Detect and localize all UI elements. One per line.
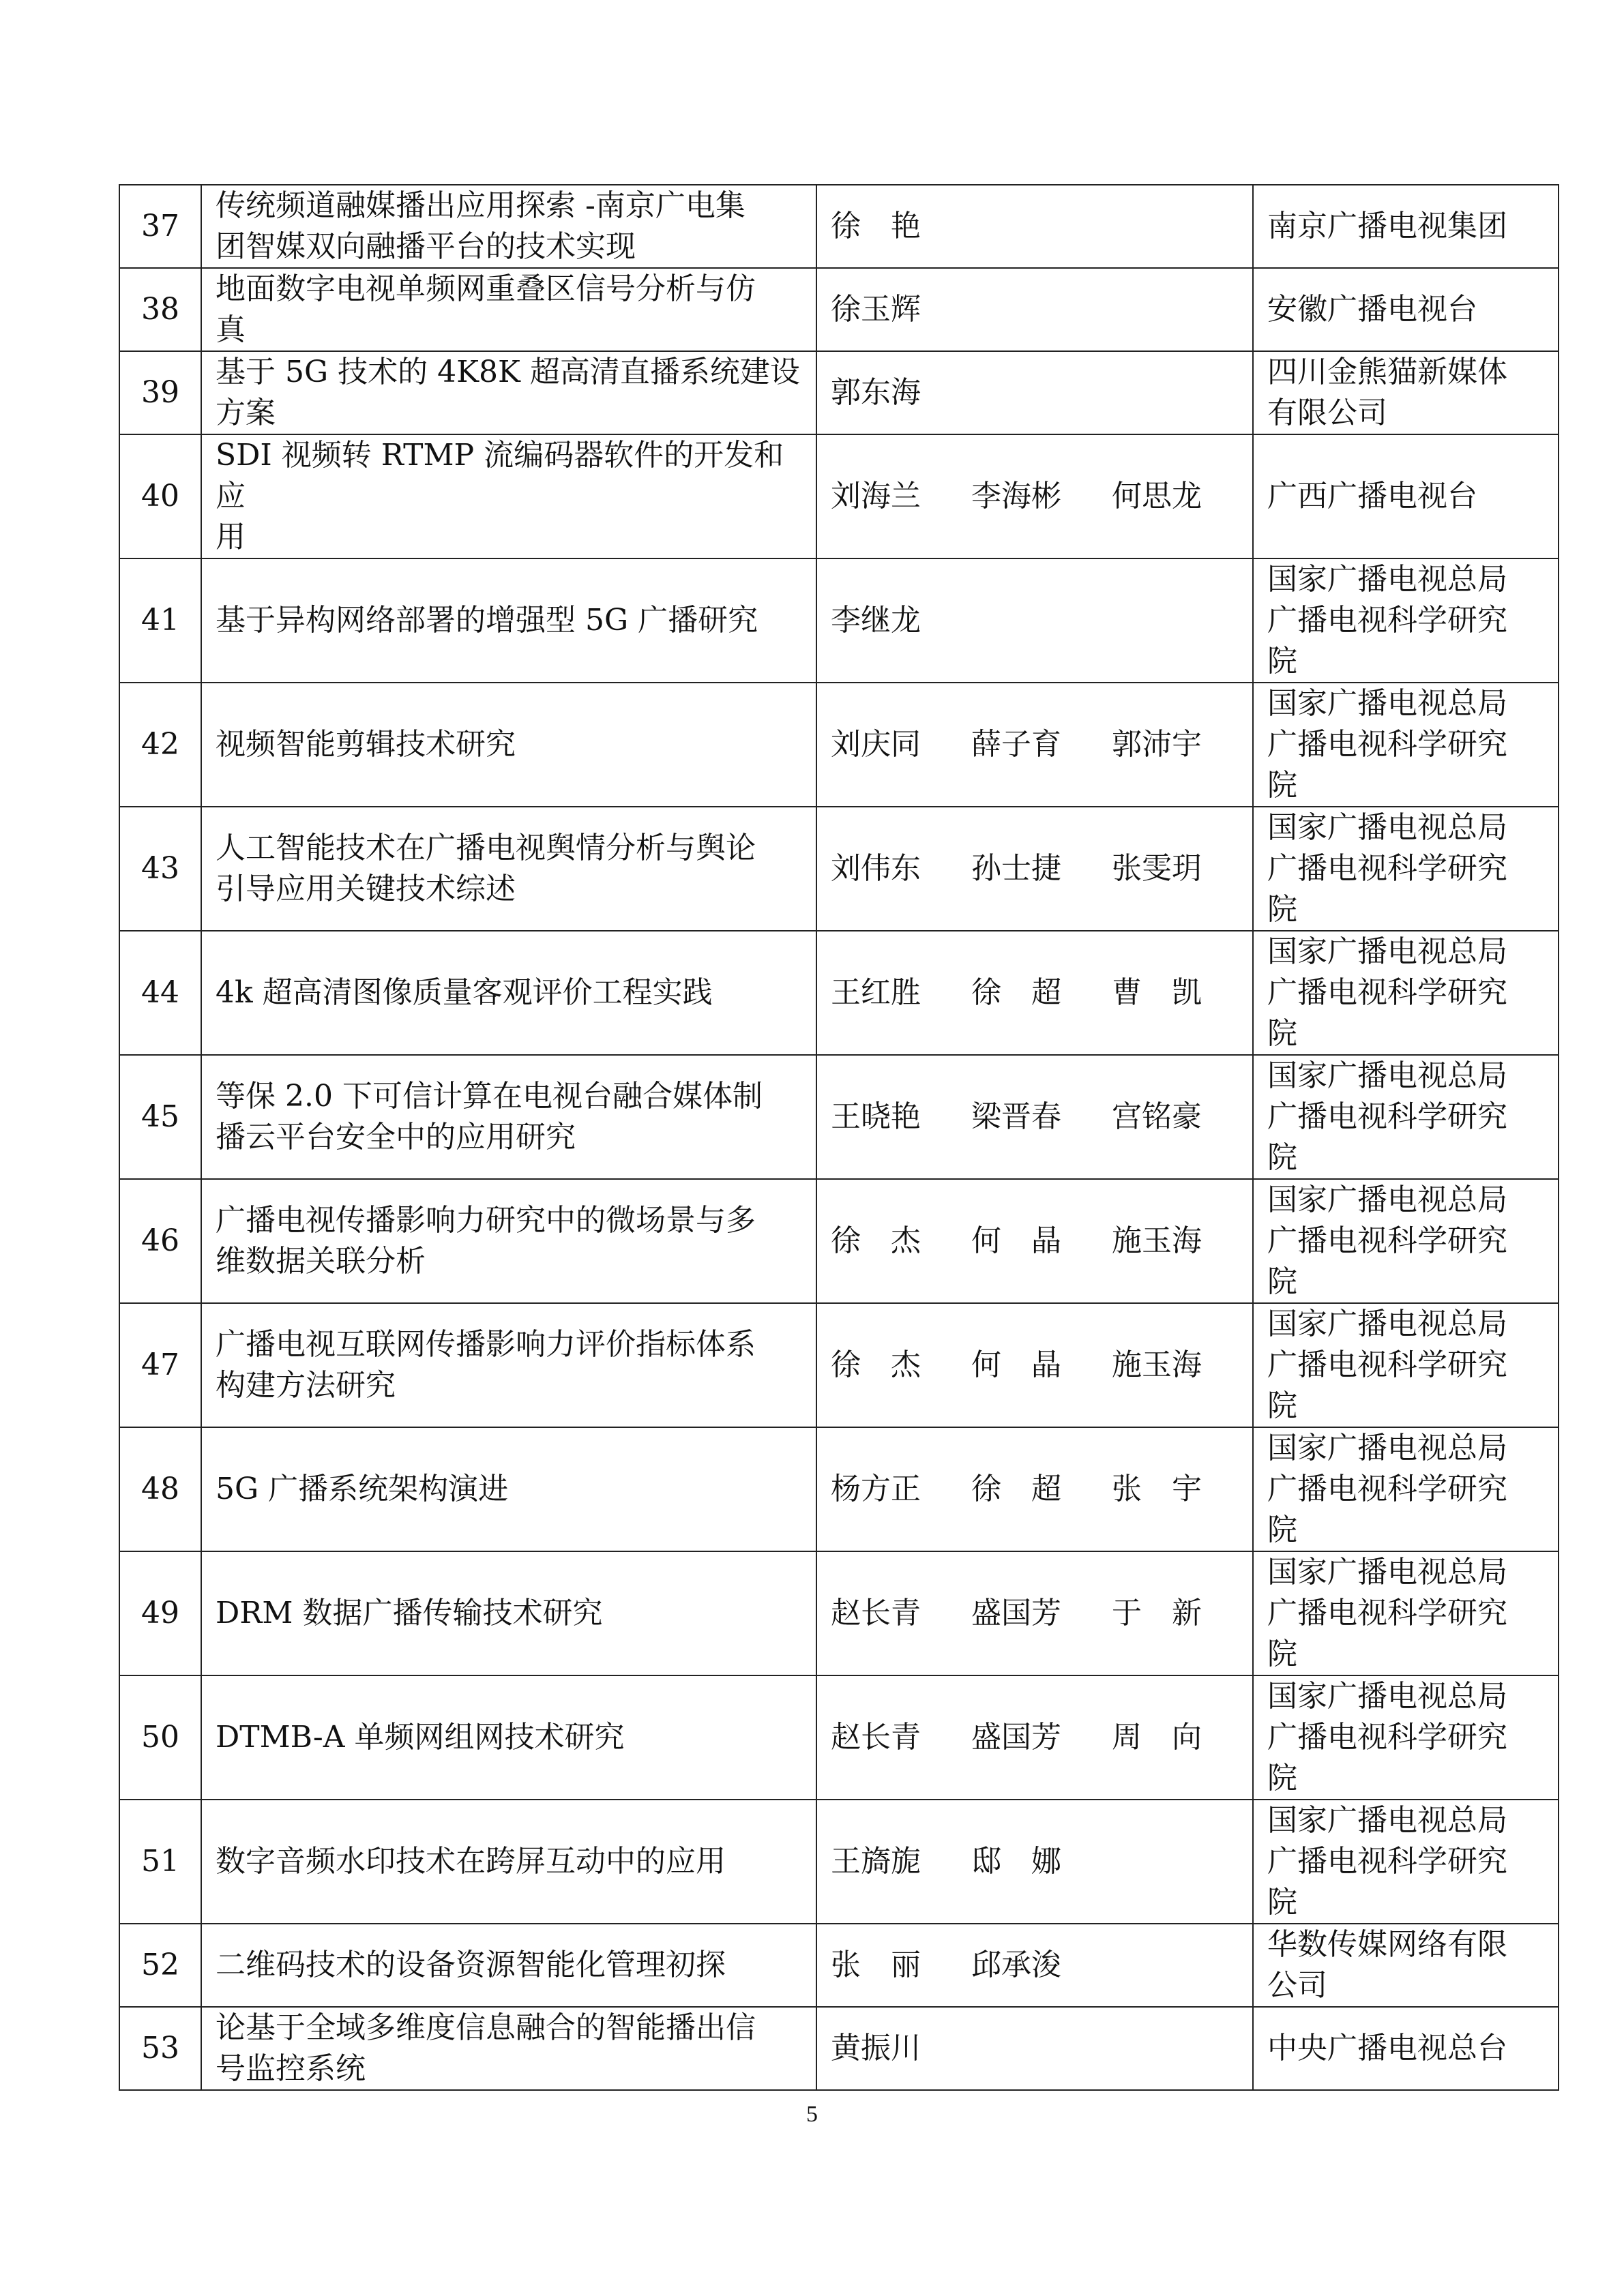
author-name: 盛国芳 [971,1720,1061,1755]
authors-cell [816,351,1253,434]
row-number: 45 [119,1055,201,1179]
author-name: 周 向 [1112,1720,1202,1755]
authors-cell [816,434,1253,558]
table-row [119,434,1559,558]
paper-title-line: 视频智能剪辑技术研究 [216,727,516,762]
author-name: 郭沛宇 [1112,727,1202,762]
page-number: 5 [806,2102,818,2127]
table-row [119,2007,1559,2090]
row-number: 53 [119,2007,201,2090]
paper-title [201,807,816,931]
row-number: 41 [119,558,201,683]
author-name: 张雯玥 [1112,851,1202,886]
organization-line: 南京广播电视集团 [1267,209,1507,243]
organization-line: 国家广播电视总局 [1267,562,1507,597]
organization-line: 广播电视科学研究 [1267,975,1507,1010]
table-row [119,558,1559,683]
row-number: 42 [119,683,201,807]
paper-title-line: 基于异构网络部署的增强型 5G 广播研究 [216,603,758,638]
organization-line: 广西广播电视台 [1267,479,1477,513]
organization-line: 广播电视科学研究 [1267,1720,1507,1755]
paper-title [201,931,816,1055]
authors-cell [816,185,1253,268]
table-row [119,1924,1559,2007]
organization-line: 公司 [1267,1968,1327,2003]
author-name: 王晓艳 [831,1099,921,1134]
author-name: 刘海兰 [831,479,921,513]
organization [1253,1303,1559,1427]
paper-title-line: 引导应用关键技术综述 [216,871,516,906]
organization-line: 四川金熊猫新媒体 [1267,355,1507,389]
table-row [119,1179,1559,1303]
paper-title-line: 团智媒双向融播平台的技术实现 [216,229,636,264]
authors-cell [816,1800,1253,1924]
organization-line: 广播电视科学研究 [1267,1472,1507,1506]
row-number: 40 [119,434,201,558]
author-name: 徐 超 [971,1472,1061,1506]
paper-title [201,268,816,351]
organization [1253,1055,1559,1179]
organization [1253,434,1559,558]
author-name: 孙士捷 [971,851,1061,886]
table-row [119,1551,1559,1675]
author-name: 施玉海 [1112,1347,1202,1382]
organization [1253,683,1559,807]
paper-title [201,185,816,268]
table-row [119,931,1559,1055]
paper-title-line: 二维码技术的设备资源智能化管理初探 [216,1948,726,1982]
organization-line: 广播电视科学研究 [1267,851,1507,886]
row-number: 43 [119,807,201,931]
authors-cell [816,2007,1253,2090]
paper-title [201,1055,816,1179]
row-number: 44 [119,931,201,1055]
author-name: 王旖旎 [831,1844,921,1879]
author-name: 刘庆同 [831,727,921,762]
organization [1253,2007,1559,2090]
table-row [119,807,1559,931]
paper-title-line: 维数据关联分析 [216,1244,426,1279]
row-number: 47 [119,1303,201,1427]
paper-title-line: 数字音频水印技术在跨屏互动中的应用 [216,1844,726,1879]
author-name: 王红胜 [831,975,921,1010]
organization-line: 院 [1267,768,1297,803]
paper-title [201,1675,816,1800]
author-name: 盛国芳 [971,1596,1061,1630]
organization-line: 中央广播电视总台 [1267,2031,1507,2066]
organization-line: 院 [1267,1512,1297,1547]
paper-title-line: 等保 2.0 下可信计算在电视台融合媒体制 [216,1079,763,1114]
organization-line: 广播电视科学研究 [1267,1223,1507,1258]
paper-title-line: 广播电视传播影响力研究中的微场景与多 [216,1203,756,1238]
paper-title-line: 论基于全域多维度信息融合的智能播出信 [216,2010,756,2045]
author-name: 徐 艳 [831,209,921,243]
organization-line: 有限公司 [1267,396,1387,430]
table-row [119,1055,1559,1179]
organization-line: 广播电视科学研究 [1267,1844,1507,1879]
paper-title [201,1924,816,2007]
organization-line: 广播电视科学研究 [1267,1099,1507,1134]
table-row [119,185,1559,268]
organization [1253,1800,1559,1924]
row-number: 52 [119,1924,201,2007]
organization [1253,1924,1559,2007]
table-body [119,185,1559,2090]
organization-line: 院 [1267,1388,1297,1423]
paper-title [201,1427,816,1551]
author-name: 杨方正 [831,1472,921,1506]
paper-title [201,558,816,683]
paper-title [201,1303,816,1427]
organization [1253,558,1559,683]
organization [1253,931,1559,1055]
author-name: 徐 杰 [831,1223,921,1258]
organization-line: 院 [1267,1637,1297,1671]
organization-line: 广播电视科学研究 [1267,603,1507,638]
author-name: 邸 娜 [971,1844,1061,1879]
row-number: 38 [119,268,201,351]
table-row [119,683,1559,807]
row-number: 37 [119,185,201,268]
organization [1253,1551,1559,1675]
authors-cell [816,1179,1253,1303]
row-number: 51 [119,1800,201,1924]
author-name: 何思龙 [1112,479,1202,513]
authors-cell [816,807,1253,931]
author-name: 何 晶 [971,1347,1061,1382]
organization-line: 院 [1267,1264,1297,1299]
organization-line: 国家广播电视总局 [1267,1307,1507,1341]
organization-line: 国家广播电视总局 [1267,1431,1507,1465]
paper-title-line: 方案 [216,396,276,430]
authors-cell [816,268,1253,351]
organization-line: 广播电视科学研究 [1267,1347,1507,1382]
paper-title-line: 号监控系统 [216,2051,366,2086]
row-number: 49 [119,1551,201,1675]
author-name: 于 新 [1112,1596,1202,1630]
authors-cell [816,1675,1253,1800]
author-name: 赵长青 [831,1596,921,1630]
organization-line: 国家广播电视总局 [1267,1182,1507,1217]
author-name: 徐玉辉 [831,292,921,327]
author-name: 郭东海 [831,375,921,410]
author-name: 李海彬 [971,479,1061,513]
author-name: 薛子育 [971,727,1061,762]
organization-line: 院 [1267,1140,1297,1175]
organization-line: 国家广播电视总局 [1267,810,1507,845]
paper-title-line: 地面数字电视单频网重叠区信号分析与仿 [216,271,756,306]
organization-line: 院 [1267,1761,1297,1795]
organization-line: 国家广播电视总局 [1267,1058,1507,1093]
organization [1253,1427,1559,1551]
author-name: 徐 杰 [831,1347,921,1382]
author-name: 徐 超 [971,975,1061,1010]
author-name: 刘伟东 [831,851,921,886]
organization-line: 国家广播电视总局 [1267,1679,1507,1714]
table-row [119,1800,1559,1924]
authors-cell [816,1303,1253,1427]
paper-title [201,2007,816,2090]
paper-title-line: 真 [216,312,246,347]
papers-table [119,184,1559,2091]
table-row [119,351,1559,434]
author-name: 张 丽 [831,1948,921,1982]
organization-line: 广播电视科学研究 [1267,727,1507,762]
author-name: 施玉海 [1112,1223,1202,1258]
paper-title-line: 构建方法研究 [216,1368,396,1403]
row-number: 48 [119,1427,201,1551]
row-number: 50 [119,1675,201,1800]
paper-title-line: 播云平台安全中的应用研究 [216,1120,576,1154]
author-name: 赵长青 [831,1720,921,1755]
organization-line: 国家广播电视总局 [1267,934,1507,969]
organization-line: 国家广播电视总局 [1267,686,1507,721]
organization [1253,185,1559,268]
organization-line: 院 [1267,644,1297,679]
organization [1253,1179,1559,1303]
author-name: 梁晋春 [971,1099,1061,1134]
author-name: 李继龙 [831,603,921,638]
author-name: 宫铭豪 [1112,1099,1202,1134]
organization-line: 安徽广播电视台 [1267,292,1477,327]
paper-title-line: 用 [216,520,246,554]
table-row [119,1675,1559,1800]
paper-title-line: 基于 5G 技术的 4K8K 超高清直播系统建设 [216,355,800,389]
authors-cell [816,1551,1253,1675]
organization [1253,807,1559,931]
organization-line: 国家广播电视总局 [1267,1555,1507,1590]
authors-cell [816,1924,1253,2007]
paper-title-line: SDI 视频转 RTMP 流编码器软件的开发和应 [216,438,784,513]
authors-cell [816,683,1253,807]
author-name: 曹 凯 [1112,975,1202,1010]
paper-title [201,1179,816,1303]
organization [1253,351,1559,434]
author-name: 张 宇 [1112,1472,1202,1506]
organization [1253,268,1559,351]
organization-line: 华数传媒网络有限 [1267,1927,1507,1962]
authors-cell [816,1055,1253,1179]
paper-title-line: DRM 数据广播传输技术研究 [216,1596,603,1630]
organization-line: 院 [1267,892,1297,927]
organization-line: 院 [1267,1016,1297,1051]
authors-cell [816,931,1253,1055]
paper-title-line: 4k 超高清图像质量客观评价工程实践 [216,975,713,1010]
organization-line: 院 [1267,1885,1297,1920]
author-name: 邱承浚 [971,1948,1061,1982]
table-row [119,1427,1559,1551]
paper-title-line: 5G 广播系统架构演进 [216,1472,509,1506]
organization-line: 国家广播电视总局 [1267,1803,1507,1838]
paper-title-line: 广播电视互联网传播影响力评价指标体系 [216,1327,756,1362]
organization [1253,1675,1559,1800]
paper-title [201,1551,816,1675]
table-row [119,1303,1559,1427]
author-name: 黄振川 [831,2031,921,2066]
paper-title [201,1800,816,1924]
paper-title-line: DTMB-A 单频网组网技术研究 [216,1720,625,1755]
authors-cell [816,1427,1253,1551]
organization-line: 广播电视科学研究 [1267,1596,1507,1630]
paper-title [201,434,816,558]
paper-title-line: 传统频道融媒播出应用探索 -南京广电集 [216,188,745,223]
authors-cell [816,558,1253,683]
row-number: 46 [119,1179,201,1303]
paper-title [201,683,816,807]
paper-title [201,351,816,434]
paper-title-line: 人工智能技术在广播电视舆情分析与舆论 [216,831,756,865]
author-name: 何 晶 [971,1223,1061,1258]
row-number: 39 [119,351,201,434]
table-row [119,268,1559,351]
